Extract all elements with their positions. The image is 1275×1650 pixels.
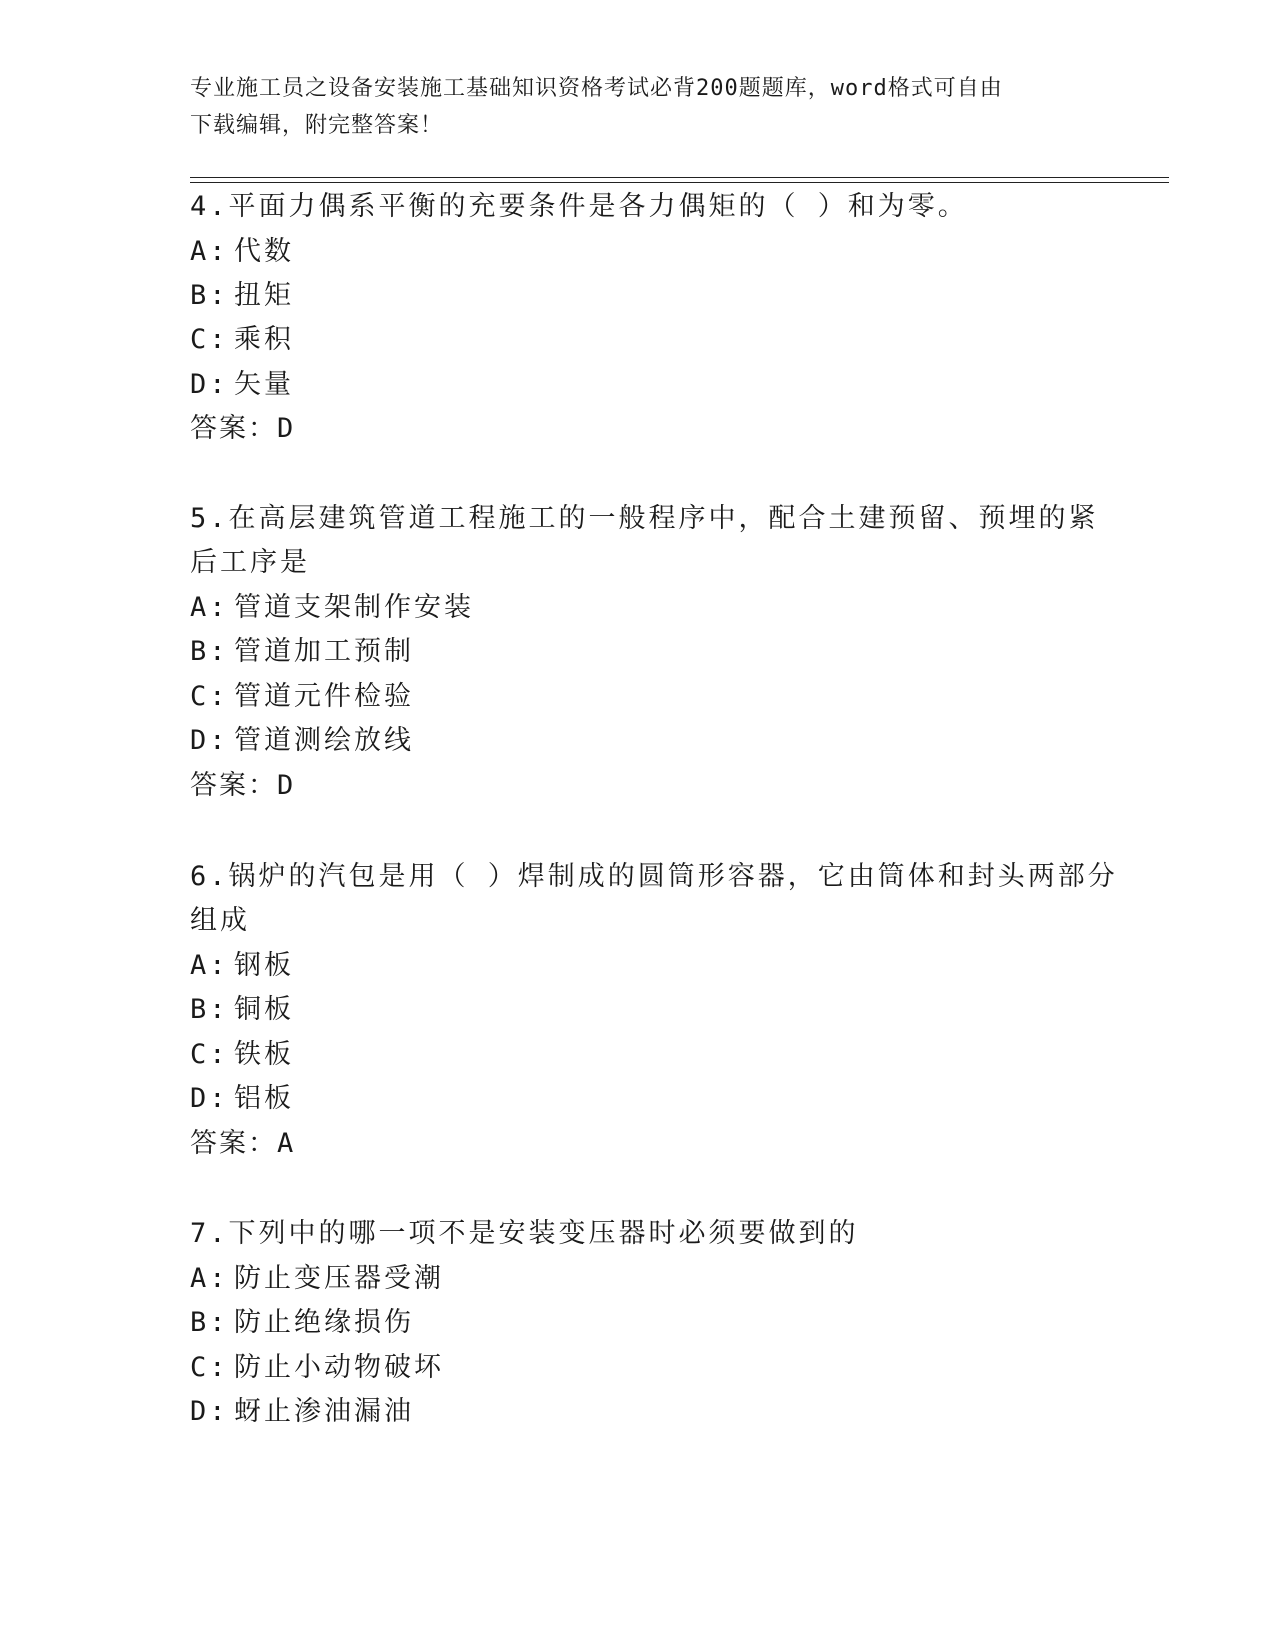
option-letter: B: [190, 280, 229, 311]
option-b [190, 279, 294, 313]
option-a [190, 949, 294, 983]
option-a [190, 591, 474, 625]
question-stem-continued: 组成 [190, 905, 250, 936]
option-letter: C: [190, 324, 229, 355]
question-stem: 4.平面力偶系平衡的充要条件是各力偶矩的（ ）和为零。 [190, 191, 968, 222]
option-letter: A: [190, 592, 229, 623]
option-b [190, 993, 294, 1027]
header-line-2: 下载编辑，附完整答案！ [190, 113, 444, 138]
option-text: 钢板 [234, 950, 294, 981]
option-letter: C: [190, 1352, 229, 1383]
option-a [190, 1262, 444, 1296]
option-text: 管道测绘放线 [234, 725, 414, 756]
option-text: 防止绝缘损伤 [234, 1307, 414, 1338]
option-b [190, 1306, 414, 1340]
option-text: 乘积 [234, 324, 294, 355]
option-letter: A: [190, 1263, 229, 1294]
header-divider-bottom [190, 182, 1169, 183]
option-text: 管道支架制作安装 [234, 592, 474, 623]
question-stem: 5.在高层建筑管道工程施工的一般程序中，配合土建预留、预埋的紧 [190, 503, 1099, 534]
option-letter: D: [190, 1083, 229, 1114]
option-a [190, 235, 294, 269]
option-text: 管道元件检验 [234, 681, 414, 712]
option-d [190, 1395, 414, 1429]
option-d [190, 368, 294, 402]
option-text: 防止变压器受潮 [234, 1263, 444, 1294]
option-d [190, 1082, 294, 1116]
option-text: 防止小动物破坏 [234, 1352, 444, 1383]
option-letter: C: [190, 681, 229, 712]
option-letter: D: [190, 725, 229, 756]
header-divider-top [190, 177, 1169, 178]
option-letter: D: [190, 1396, 229, 1427]
option-d [190, 724, 414, 758]
option-letter: D: [190, 369, 229, 400]
answer: 答案：A [190, 1128, 296, 1159]
option-text: 铜板 [234, 994, 294, 1025]
option-c [190, 1038, 294, 1072]
option-text: 铝板 [234, 1083, 294, 1114]
option-text: 代数 [234, 236, 294, 267]
option-c [190, 323, 294, 357]
answer: 答案：D [190, 413, 296, 444]
option-letter: B: [190, 1307, 229, 1338]
option-text: 矢量 [234, 369, 294, 400]
option-letter: A: [190, 950, 229, 981]
option-text: 管道加工预制 [234, 636, 414, 667]
option-text: 铁板 [234, 1039, 294, 1070]
option-text: 扭矩 [234, 280, 294, 311]
option-letter: B: [190, 994, 229, 1025]
answer: 答案：D [190, 770, 296, 801]
option-text: 蚜止渗油漏油 [234, 1396, 414, 1427]
option-letter: C: [190, 1039, 229, 1070]
option-letter: B: [190, 636, 229, 667]
option-c [190, 1351, 444, 1385]
option-letter: A: [190, 236, 229, 267]
question-stem: 7.下列中的哪一项不是安装变压器时必须要做到的 [190, 1218, 859, 1249]
document-header [190, 70, 1070, 144]
option-b [190, 635, 414, 669]
question-stem: 6.锅炉的汽包是用（ ）焊制成的圆筒形容器，它由筒体和封头两部分 [190, 861, 1118, 892]
header-line-1: 专业施工员之设备安装施工基础知识资格考试必背200题题库，word格式可自由 [190, 76, 1003, 101]
option-c [190, 680, 414, 714]
question-stem-continued: 后工序是 [190, 547, 310, 578]
